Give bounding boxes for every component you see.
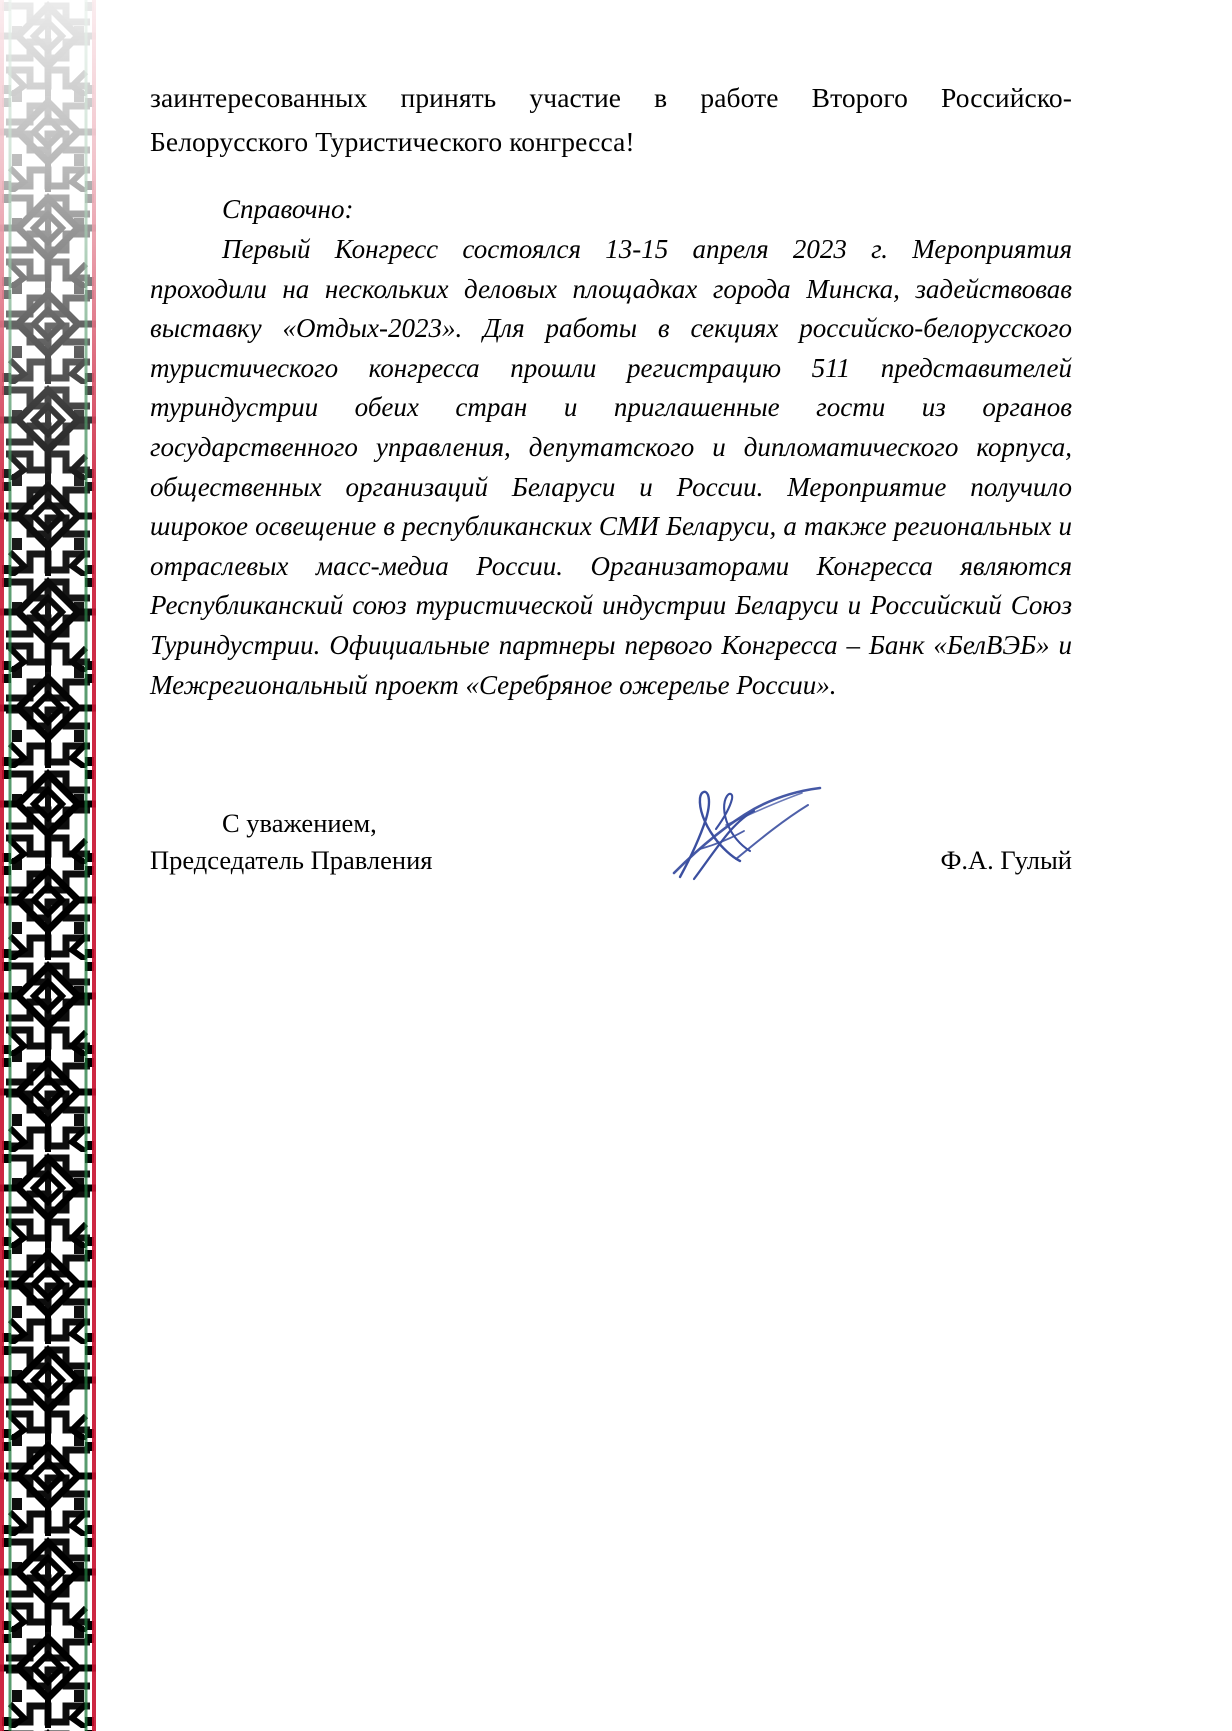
paragraph-background-note: Первый Конгресс состоялся 13-15 апреля 2023 г. Мероприятия проходили на нескольких деловых площадках города Минска, задействовав выставку «Отдых-2023». Для работы в секциях российско-белорусского туристического конгресса прошли регистрацию 511 представителей туриндустрии обеих стран и приглашенные гости из органов государственного управления, депутатского и дипломатического корпуса, общественных организаций Беларуси и России. Мероприятие получило широкое освещение в республиканских СМИ Беларуси, а также региональных и отраслевых масс-медиа России. Организаторами Конгресса являются Республиканский союз туристической индустрии Беларуси и Российский Союз Туриндустрии. Официальные партнеры первого Конгресса – Банк «БелВЭБ» и Межрегиональный проект «Серебряное ожерелье России». [150,234,1072,700]
signer-position: Председатель Правления [150,845,433,875]
belarusian-ornament-border [0,0,96,1731]
note-label: Справочно: [222,194,354,224]
signature-block [150,805,1072,925]
paragraph-continuation: заинтересованных принять участие в работе Второго Российско-Белорусского Туристического конгресса! [150,81,1072,157]
handwritten-signature [670,785,920,890]
document-body [150,0,1072,1731]
closing-line: С уважением, [222,808,377,838]
signature-closing-group [150,805,432,879]
signer-name: Ф.А. Гулый [940,845,1072,875]
